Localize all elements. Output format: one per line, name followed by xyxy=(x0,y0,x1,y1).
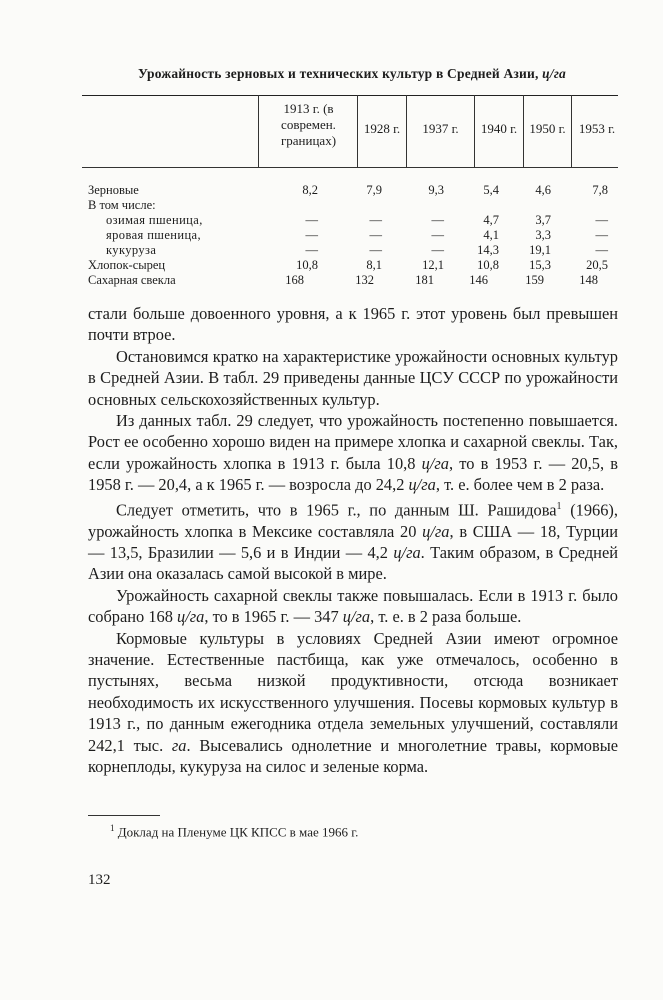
text-run: , то в 1953 г. — 20,5, в 1958 г. — 20,4, а к 1965 г. — возросла до 24,2 xyxy=(88,453,619,495)
cell-value: — xyxy=(431,228,444,242)
table-title-unit: ц/га xyxy=(542,66,566,81)
cell-value: 5,4 xyxy=(483,183,499,197)
table-row-corn xyxy=(82,243,622,258)
text-run: , т. е. более чем в 2 раза. xyxy=(435,475,605,495)
footnote-text: Доклад на Пленуме ЦК КПСС в мае 1966 г. xyxy=(117,824,359,840)
header-1953: 1953 г. xyxy=(578,121,616,136)
text-run: , то в 1965 г. — 347 xyxy=(204,607,343,627)
table-title xyxy=(82,66,622,82)
header-1913-line: 1913 г. (в xyxy=(283,101,334,116)
table-title-text: Урожайность зерновых и технических культур в Средней Азии, xyxy=(138,66,539,81)
cell-value: 3,3 xyxy=(535,228,551,242)
cell-value: — xyxy=(595,213,608,227)
row-label: Сахарная свекла xyxy=(88,273,176,287)
cell-value: 12,1 xyxy=(422,258,444,272)
text-run: Кормовые культуры в условиях Средней Азии имеют огромное значение. Естественные пастбища, как уже отмечалось, особенно в пустынях, весьма низкой продуктивности, отсюда возникает необходимость их искусственного улучшения. Посевы кормовых культур в 1913 г., по данным ежегодника отдела земельных улучшений, составляли 242,1 тыс. xyxy=(88,628,618,755)
row-label: Хлопок-сырец xyxy=(88,258,166,272)
text-run: Урожайность сахарной свеклы также повышалась. Если в 1913 г. было собрано 168 xyxy=(88,585,618,627)
unit: ц/га xyxy=(421,453,449,473)
cell-value: 19,1 xyxy=(529,243,551,257)
cell-value: 4,7 xyxy=(483,213,499,227)
paragraph xyxy=(88,496,618,585)
table-row-grain xyxy=(82,183,622,198)
cell-value: 9,3 xyxy=(428,183,444,197)
unit: ц/га xyxy=(408,475,436,495)
table-row-spring-wheat xyxy=(82,228,622,243)
header-1913-line: современ. xyxy=(281,117,336,132)
cell-value: 132 xyxy=(355,273,374,287)
cell-value: — xyxy=(305,228,318,242)
cell-value: 159 xyxy=(525,273,544,287)
cell-value: — xyxy=(431,213,444,227)
cell-value: 3,7 xyxy=(535,213,551,227)
text-run: (1966), урожайность хлопка в Мексике составляла 20 xyxy=(88,500,618,541)
page-number: 132 xyxy=(88,872,111,888)
header-1950: 1950 г. xyxy=(529,121,566,136)
text-run: . Таким образом, в Средней Азии она оказалась самой высокой в мире. xyxy=(88,542,618,584)
cell-value: — xyxy=(369,243,382,257)
table-row-cotton xyxy=(82,258,622,273)
cell-value: 4,1 xyxy=(483,228,499,242)
unit: ц/га xyxy=(177,607,205,627)
unit: ц/га xyxy=(393,542,421,562)
footnote-mark: 1 xyxy=(556,500,562,512)
table-row-sugar-beet xyxy=(82,273,622,288)
header-1928: 1928 г. xyxy=(363,121,401,136)
text-run: Из данных табл. 29 следует, что урожайность постепенно повышается. Рост ее особенно хорошо виден на примере хлопка и сахарной свеклы. Так, если урожайность хлопка в 1913 г. была 10,8 xyxy=(88,411,618,473)
paragraph: Остановимся кратко на характеристике урожайности основных культур в Средней Азии. В табл. 29 приведены данные ЦСУ СССР по урожайности основных сельскохозяйственных культур. xyxy=(88,346,618,409)
row-label: В том числе: xyxy=(88,198,156,212)
paragraph xyxy=(88,628,618,778)
cell-value: 146 xyxy=(469,273,488,287)
cell-value: 8,2 xyxy=(302,183,318,197)
cell-value: — xyxy=(369,228,382,242)
text-run: Следует отметить, что в 1965 г., по данным Ш. Рашидова xyxy=(116,500,557,520)
table-header-rule xyxy=(82,167,618,168)
row-label: Зерновые xyxy=(88,183,139,197)
column-divider xyxy=(258,95,259,167)
yield-table xyxy=(82,95,622,300)
unit: ц/га xyxy=(342,607,371,627)
cell-value: 148 xyxy=(579,273,598,287)
paragraph xyxy=(88,585,618,628)
table-row-winter-wheat xyxy=(82,213,622,228)
footnote-mark: 1 xyxy=(110,823,115,833)
header-1937: 1937 г. xyxy=(422,121,459,136)
cell-value: — xyxy=(595,228,608,242)
footnote-rule xyxy=(88,815,160,816)
row-label: озимая пшеница, xyxy=(106,213,203,227)
text-run: , т. е. в 2 раза больше. xyxy=(370,607,522,627)
cell-value: 7,9 xyxy=(366,183,382,197)
cell-value: 10,8 xyxy=(477,258,499,272)
row-label: яровая пшеница, xyxy=(106,228,202,242)
cell-value: — xyxy=(431,243,444,257)
cell-value: 4,6 xyxy=(535,183,551,197)
body-text xyxy=(88,303,618,777)
cell-value: — xyxy=(595,243,608,257)
cell-value: 15,3 xyxy=(529,258,551,272)
unit: ц/га xyxy=(422,521,450,541)
cell-value: — xyxy=(369,213,382,227)
paragraph: стали больше довоенного уровня, а к 1965 г. этот уровень был превышен почти втрое. xyxy=(88,304,618,345)
table-row-including xyxy=(82,198,622,213)
cell-value: 7,8 xyxy=(592,183,608,197)
text-run: , в США — 18, Турции — 13,5, Бразилии — 5,6 и в Индии — 4,2 xyxy=(88,521,618,562)
cell-value: 8,1 xyxy=(366,258,382,272)
text-run: . Высевались однолетние и многолетние травы, кормовые корнеплоды, кукуруза на силос и зеленые корма. xyxy=(88,735,618,776)
row-label: кукуруза xyxy=(106,243,157,257)
header-1913-line: границах) xyxy=(280,133,337,148)
footnote xyxy=(110,823,358,840)
paragraph xyxy=(88,410,618,496)
cell-value: — xyxy=(305,213,318,227)
header-1940: 1940 г. xyxy=(480,121,518,136)
header-1913 xyxy=(260,101,357,149)
cell-value: 14,3 xyxy=(477,243,499,257)
cell-value: 20,5 xyxy=(586,258,608,272)
cell-value: — xyxy=(305,243,318,257)
cell-value: 168 xyxy=(285,273,304,287)
cell-value: 10,8 xyxy=(296,258,318,272)
unit: га xyxy=(171,735,187,755)
cell-value: 181 xyxy=(415,273,434,287)
table-top-rule xyxy=(82,95,618,96)
